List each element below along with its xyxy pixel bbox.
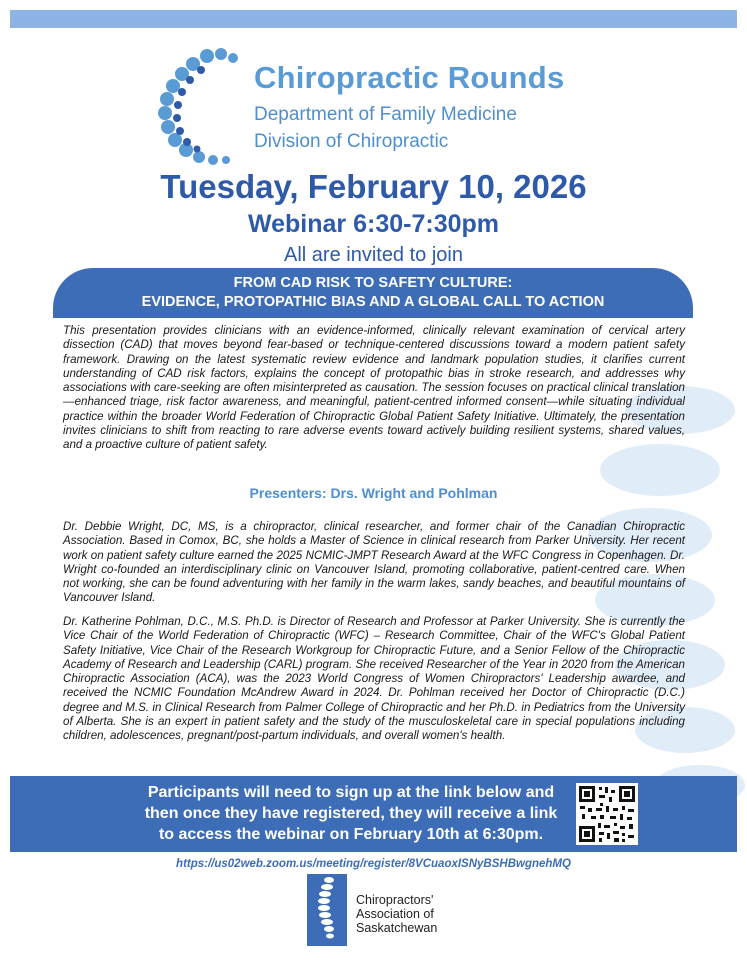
qr-code-icon[interactable] [576,783,638,845]
department-name: Department of Family Medicine [254,104,517,125]
series-title: Chiropractic Rounds [254,60,565,95]
registration-link[interactable]: https://us02web.zoom.us/meeting/register/8VCuaoxISNyBSHBwgnehMQ [176,858,571,870]
event-date: Tuesday, February 10, 2026 [160,168,587,205]
talk-abstract: This presentation provides clinicians with an evidence-informed, clinically relevant examination of cervical artery dissection (CAD) that moves beyond fear-based or technique-centered discussions toward a modern patient safety framework. Drawing on the latest systematic review evidence and landmark population studies, it clarifies current understanding of CAD risk factors, explains the concept of protopathic bias in stroke research, and addresses why associations with care-seeking are often misinterpreted as causation. The session focuses on practical clinical translation—enhanced triage, risk factor awareness, and meaningful, patient-centred informed consent—while situating individual practice within the broader World Federation of Chiropractic Global Patient Safety Initiative. Ultimately, the presentation invites clinicians to shift from reacting to rare adverse events toward actively building resilient systems, shared values, and a proactive culture of patient safety. [63,324,685,452]
registration-line-1: Participants will need to sign up at the link below and [147,784,555,801]
registration-line-2: then once they have registered, they will receive a link [144,805,558,822]
cas-spine-logo-icon [307,874,347,946]
bio-pohlman: Dr. Katherine Pohlman, D.C., M.S. Ph.D. is Director of Research and Professor at Parker University. She is currently the Vice Chair of the World Federation of Chiropractic (WFC) – Research Committee, Chair of the WFC's Global Patient Safety Initiative, Vice Chair of the Research Workgroup for Chiropractic Future, and a Senior Fellow of the Chiropractic Academy of Research and Leadership (CARL) program. She received Researcher of the Year in 2020 from the American Chiropractic Association (ACA), was the 2023 World Congress of Women Chiropractors' Leadership awardee, and received the NCMIC Foundation McAndrew Award in 2024. Dr. Pohlman received her Doctor of Chiropractic (D.C.) degree and M.S. in Clinical Research from Palmer College of Chiropractic and her Ph.D. in Pediatrics from the University of Alberta. She is an expert in patient safety and the study of the musculoskeletal care in special populations including children, adolescences, pregnant/post-partum individuals, and overall women's health. [63,615,685,743]
chiropractic-rounds-spine-logo-icon [147,42,247,172]
bio-wright: Dr. Debbie Wright, DC, MS, is a chiropractor, clinical researcher, and former chair of the Canadian Chiropractic Association. Based in Comox, BC, she holds a Master of Science in clinical research from Parker University. Her recent work on patient safety culture earned the 2025 NCMIC-JMPT Research Award at the WFC Congress in Copenhagen. Dr. Wright co-founded an interdisciplinary clinic on Vancouver Island, promoting collaborative, patient-centred care. When not working, she can be found adventuring with her family in the warm lakes, sandy beaches, and beautiful mountains of Vancouver Island. [63,520,685,605]
top-accent-bar [10,10,737,28]
cas-name [356,893,437,935]
registration-line-3: to access the webinar on February 10th at 6:30pm. [158,826,544,843]
cas-name-line-3: Saskatchewan [356,921,438,935]
registration-banner [10,776,737,852]
presenters-heading: Presenters: Drs. Wright and Pohlman [249,485,498,501]
talk-title-line-2: EVIDENCE, PROTOPATHIC BIAS AND A GLOBAL CALL TO ACTION [141,294,605,310]
talk-title-banner [53,268,693,318]
cas-name-line-2: Association of [356,907,434,921]
talk-title-line-1: FROM CAD RISK TO SAFETY CULTURE: [233,275,513,291]
event-time: Webinar 6:30-7:30pm [247,210,499,238]
division-name: Division of Chiropractic [254,131,449,152]
invite-text: All are invited to join [284,244,463,266]
registration-instructions [116,782,586,845]
cas-name-line-1: Chiropractors' [356,893,434,907]
